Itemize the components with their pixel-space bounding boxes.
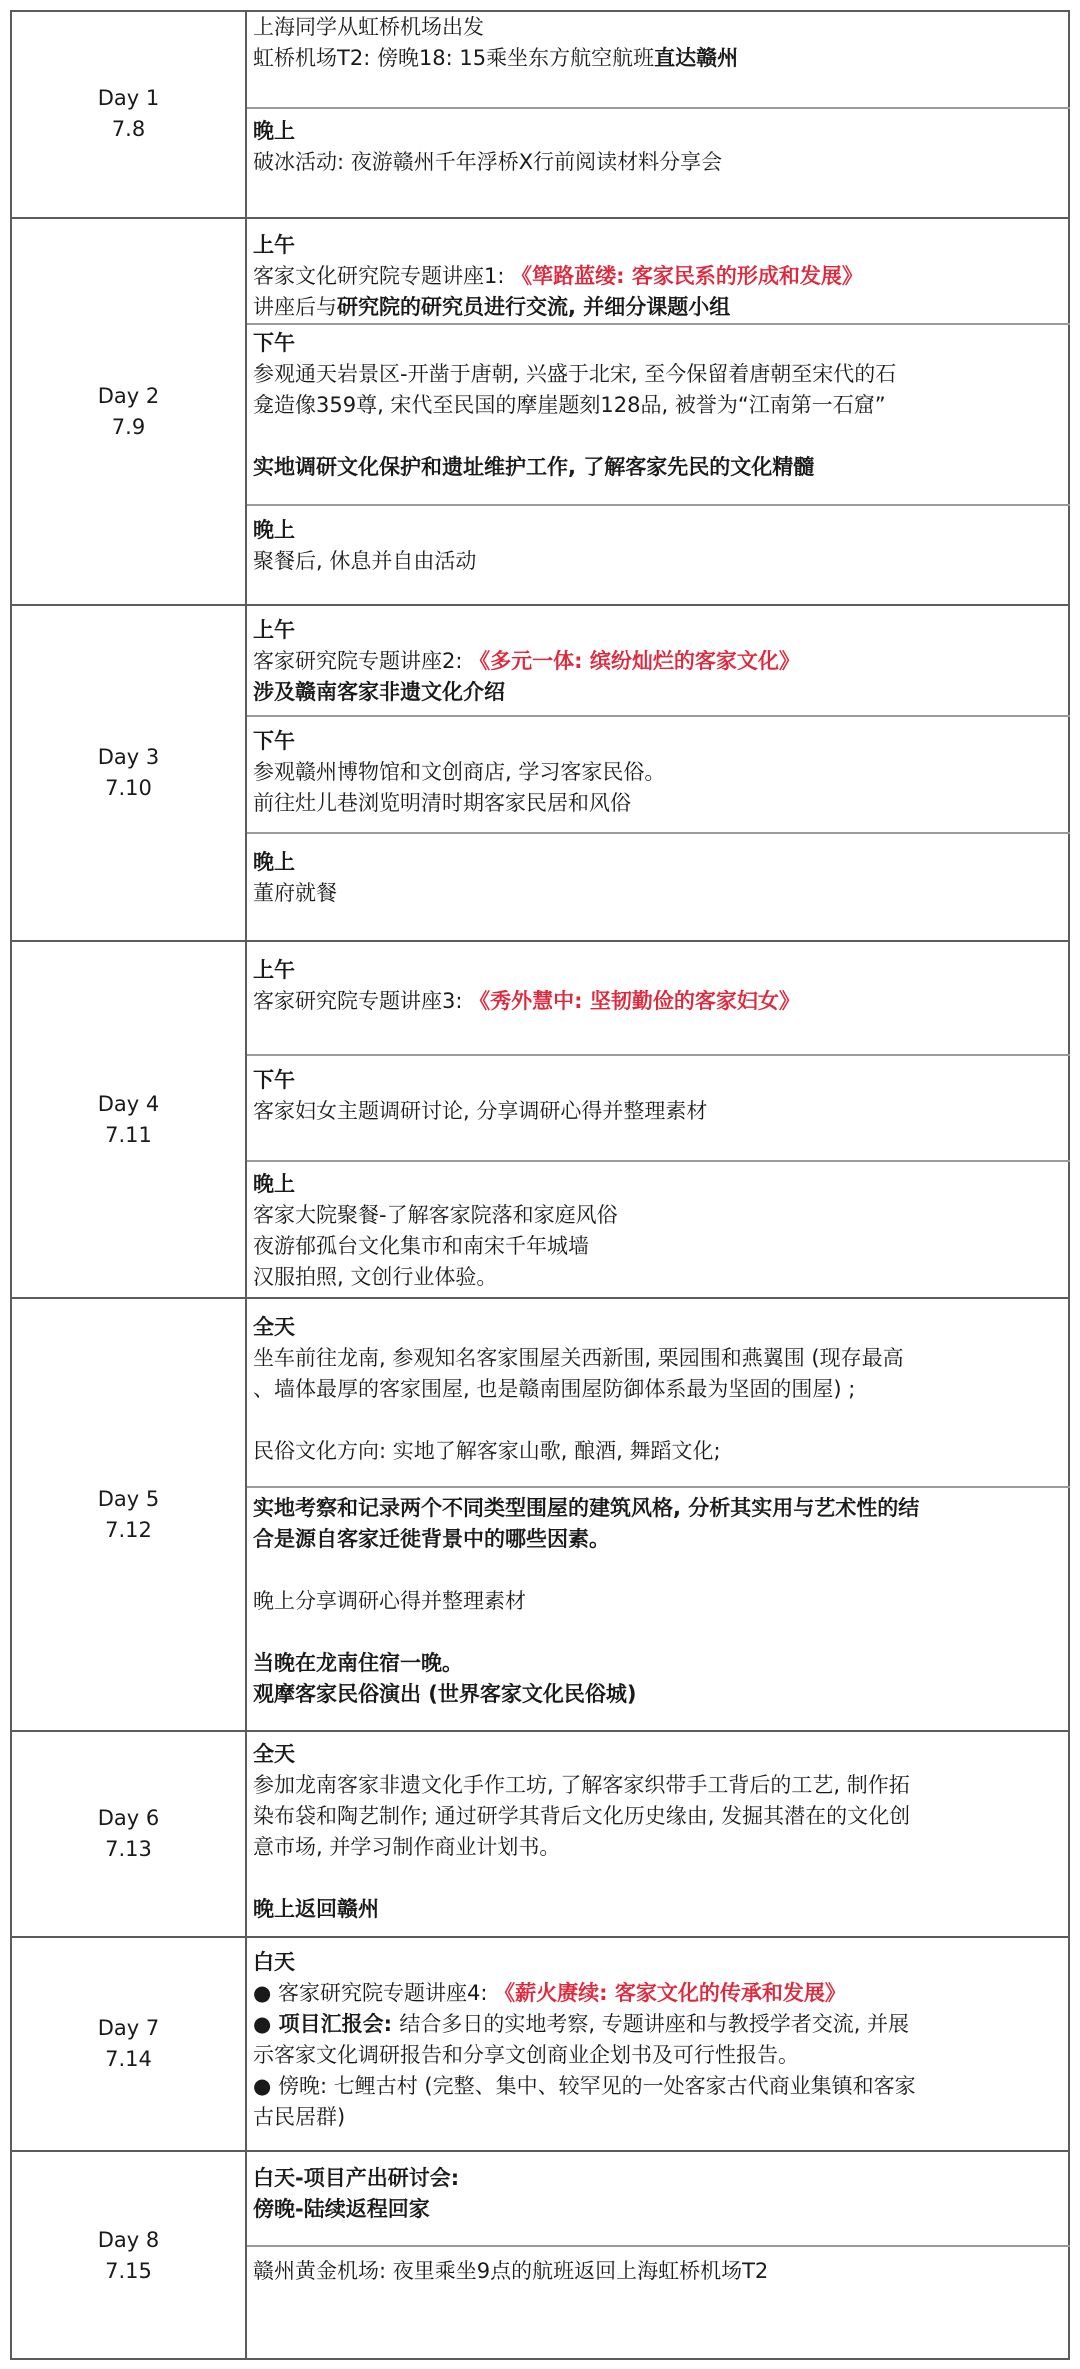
day-date: 7.13 bbox=[105, 1837, 152, 1861]
schedule-text: 示客家文化调研报告和分享文创商业企划书及可行性报告。 bbox=[253, 2043, 799, 2067]
schedule-text: 上海同学从虹桥机场出发 bbox=[253, 15, 484, 39]
schedule-text: 前往灶儿巷浏览明清时期客家民居和风俗 bbox=[253, 791, 631, 815]
schedule-text: 实地调研文化保护和遗址维护工作, 了解客家先民的文化精髓 bbox=[253, 455, 815, 479]
schedule-text: 董府就餐 bbox=[253, 881, 337, 905]
schedule-text: ● 傍晚: 七鲤古村 (完整、集中、较罕见的一处客家古代商业集镇和客家 bbox=[253, 2074, 916, 2098]
schedule-text: 白天-项目产出研讨会: bbox=[253, 2166, 460, 2190]
session-heading: 上午 bbox=[253, 233, 295, 257]
schedule-block bbox=[247, 505, 1070, 605]
session-divider bbox=[247, 323, 1070, 325]
schedule-text: 晚上返回赣州 bbox=[253, 1897, 379, 1921]
schedule-text: 古民居群) bbox=[253, 2105, 346, 2129]
day-date: 7.10 bbox=[105, 776, 152, 800]
day-date: 7.12 bbox=[105, 1517, 152, 1542]
schedule-text: 赣州黄金机场: 夜里乘坐9点的航班返回上海虹桥机场T2 bbox=[253, 2259, 769, 2283]
schedule-text: 讲座后与研究院的研究员进行交流, 并细分课题小组 bbox=[253, 295, 731, 319]
session-heading: 晚上 bbox=[253, 119, 295, 143]
session-divider bbox=[247, 1160, 1070, 1162]
schedule-text: 民俗文化方向: 实地了解客家山歌, 酿酒, 舞蹈文化; bbox=[253, 1439, 721, 1463]
day-cell bbox=[10, 1731, 247, 1937]
table-border bbox=[10, 217, 1070, 219]
schedule-text: 汉服拍照, 文创行业体验。 bbox=[253, 1265, 498, 1289]
schedule-text: 当晚在龙南住宿一晚。 bbox=[253, 1651, 463, 1675]
session-divider bbox=[247, 504, 1070, 506]
schedule-text: 参观通天岩景区-开凿于唐朝, 兴盛于北宋, 至今保留着唐朝至宋代的石 bbox=[253, 362, 897, 386]
schedule-text: 夜游郁孤台文化集市和南宋千年城墙 bbox=[253, 1234, 589, 1258]
schedule-text: 意市场, 并学习制作商业计划书。 bbox=[253, 1835, 561, 1859]
schedule-block bbox=[247, 1055, 1070, 1161]
schedule-text: ● 项目汇报会: 结合多日的实地考察, 专题讲座和与教授学者交流, 并展 bbox=[253, 2012, 910, 2036]
day-label: Day 8 bbox=[97, 2227, 160, 2252]
schedule-text: 染布袋和陶艺制作; 通过研学其背后文化历史缘由, 发掘其潜在的文化创 bbox=[253, 1804, 911, 1828]
schedule-text: 客家妇女主题调研讨论, 分享调研心得并整理素材 bbox=[253, 1099, 708, 1123]
day-cell bbox=[10, 218, 247, 605]
session-heading: 全天 bbox=[253, 1315, 295, 1339]
session-divider bbox=[247, 832, 1070, 834]
schedule-block bbox=[247, 833, 1070, 941]
schedule-text: 坐车前往龙南, 参观知名客家围屋关西新围, 栗园围和燕翼围 (现存最高 bbox=[253, 1346, 904, 1370]
day-label: Day 2 bbox=[97, 383, 160, 408]
day-cell bbox=[10, 605, 247, 941]
schedule-block bbox=[247, 10, 1070, 108]
session-heading: 晚上 bbox=[253, 850, 295, 874]
day-label: Day 5 bbox=[97, 1486, 160, 1511]
day-cell bbox=[10, 2151, 247, 2360]
schedule-block bbox=[247, 1298, 1070, 1487]
session-heading: 白天 bbox=[253, 1950, 295, 1974]
lecture-line: 客家研究院专题讲座3: 《秀外慧中: 坚韧勤俭的客家妇女》 bbox=[253, 989, 800, 1013]
schedule-text: 参加龙南客家非遗文化手作工坊, 了解客家织带手工背后的工艺, 制作拓 bbox=[253, 1773, 910, 1797]
day-date: 7.11 bbox=[105, 1122, 152, 1147]
day-label: Day 4 bbox=[97, 1091, 160, 1116]
schedule-text: 、墙体最厚的客家围屋, 也是赣南围屋防御体系最为坚固的围屋) ; bbox=[253, 1377, 856, 1401]
schedule-text: 虹桥机场T2: 傍晚18: 15乘坐东方航空航班直达赣州 bbox=[253, 46, 739, 70]
schedule-block bbox=[247, 1937, 1070, 2151]
schedule-text: 观摩客家民俗演出 (世界客家文化民俗城) bbox=[253, 1682, 637, 1706]
lecture-line: ● 客家研究院专题讲座4: 《薪火赓续: 客家文化的传承和发展》 bbox=[253, 1981, 846, 2005]
session-heading: 下午 bbox=[253, 1068, 295, 1092]
schedule-block bbox=[247, 716, 1070, 833]
table-border bbox=[10, 2358, 1070, 2360]
schedule-text: 破冰活动: 夜游赣州千年浮桥X行前阅读材料分享会 bbox=[253, 150, 723, 174]
schedule-text: 参观赣州博物馆和文创商店, 学习客家民俗。 bbox=[253, 760, 666, 784]
session-heading: 上午 bbox=[253, 958, 295, 982]
session-divider bbox=[247, 1486, 1070, 1488]
lecture-line: 客家研究院专题讲座2: 《多元一体: 缤纷灿烂的客家文化》 bbox=[253, 649, 800, 673]
lecture-title: 《秀外慧中: 坚韧勤俭的客家妇女》 bbox=[469, 989, 800, 1013]
schedule-text: 傍晚-陆续返程回家 bbox=[253, 2197, 430, 2221]
table-border bbox=[10, 1297, 1070, 1299]
schedule-block bbox=[247, 1161, 1070, 1298]
schedule-block bbox=[247, 1487, 1070, 1731]
day-cell bbox=[10, 1937, 247, 2151]
table-border bbox=[10, 940, 1070, 942]
schedule-block bbox=[247, 1731, 1070, 1937]
schedule-block bbox=[247, 2246, 1070, 2360]
schedule-text: 客家大院聚餐-了解客家院落和家庭风俗 bbox=[253, 1203, 618, 1227]
table-border bbox=[10, 1730, 1070, 1732]
day-date: 7.9 bbox=[111, 414, 146, 439]
day-label: Day 6 bbox=[97, 1806, 160, 1830]
session-divider bbox=[247, 2245, 1070, 2247]
day-cell bbox=[10, 941, 247, 1298]
lecture-title: 《多元一体: 缤纷灿烂的客家文化》 bbox=[469, 649, 800, 673]
session-heading: 下午 bbox=[253, 729, 295, 753]
table-border bbox=[10, 10, 1070, 12]
schedule-block bbox=[247, 108, 1070, 218]
day-label: Day 7 bbox=[97, 2016, 160, 2040]
table-border bbox=[10, 604, 1070, 606]
day-label: Day 3 bbox=[97, 745, 160, 769]
schedule-block bbox=[247, 605, 1070, 716]
table-border bbox=[10, 2150, 1070, 2152]
day-cell bbox=[10, 10, 247, 218]
schedule-block bbox=[247, 324, 1070, 505]
schedule-text: 涉及赣南客家非遗文化介绍 bbox=[253, 680, 505, 704]
day-date: 7.15 bbox=[105, 2258, 152, 2283]
session-heading: 下午 bbox=[253, 331, 295, 355]
schedule-text: 晚上分享调研心得并整理素材 bbox=[253, 1589, 526, 1613]
session-heading: 晚上 bbox=[253, 1172, 295, 1196]
session-heading: 全天 bbox=[253, 1742, 295, 1766]
schedule-text: 实地考察和记录两个不同类型围屋的建筑风格, 分析其实用与艺术性的结 bbox=[253, 1496, 920, 1520]
schedule-block bbox=[247, 941, 1070, 1055]
session-heading: 晚上 bbox=[253, 518, 295, 542]
day-label: Day 1 bbox=[97, 86, 160, 110]
session-heading: 上午 bbox=[253, 618, 295, 642]
schedule-block bbox=[247, 2151, 1070, 2246]
lecture-title: 《筚路蓝缕: 客家民系的形成和发展》 bbox=[511, 264, 863, 288]
day-date: 7.8 bbox=[111, 117, 146, 141]
itinerary-table bbox=[10, 10, 1070, 2360]
day-date: 7.14 bbox=[105, 2047, 152, 2071]
session-divider bbox=[247, 1054, 1070, 1056]
schedule-block bbox=[247, 218, 1070, 324]
lecture-title: 《薪火赓续: 客家文化的传承和发展》 bbox=[494, 1981, 846, 2005]
lecture-line: 客家文化研究院专题讲座1: 《筚路蓝缕: 客家民系的形成和发展》 bbox=[253, 264, 863, 288]
schedule-text: 聚餐后, 休息并自由活动 bbox=[253, 549, 477, 573]
session-divider bbox=[247, 107, 1070, 109]
table-border bbox=[10, 1936, 1070, 1938]
session-divider bbox=[247, 715, 1070, 717]
schedule-text: 龛造像359尊, 宋代至民国的摩崖题刻128品, 被誉为“江南第一石窟” bbox=[253, 393, 886, 417]
day-cell bbox=[10, 1298, 247, 1731]
schedule-text: 合是源自客家迁徙背景中的哪些因素。 bbox=[253, 1527, 610, 1551]
